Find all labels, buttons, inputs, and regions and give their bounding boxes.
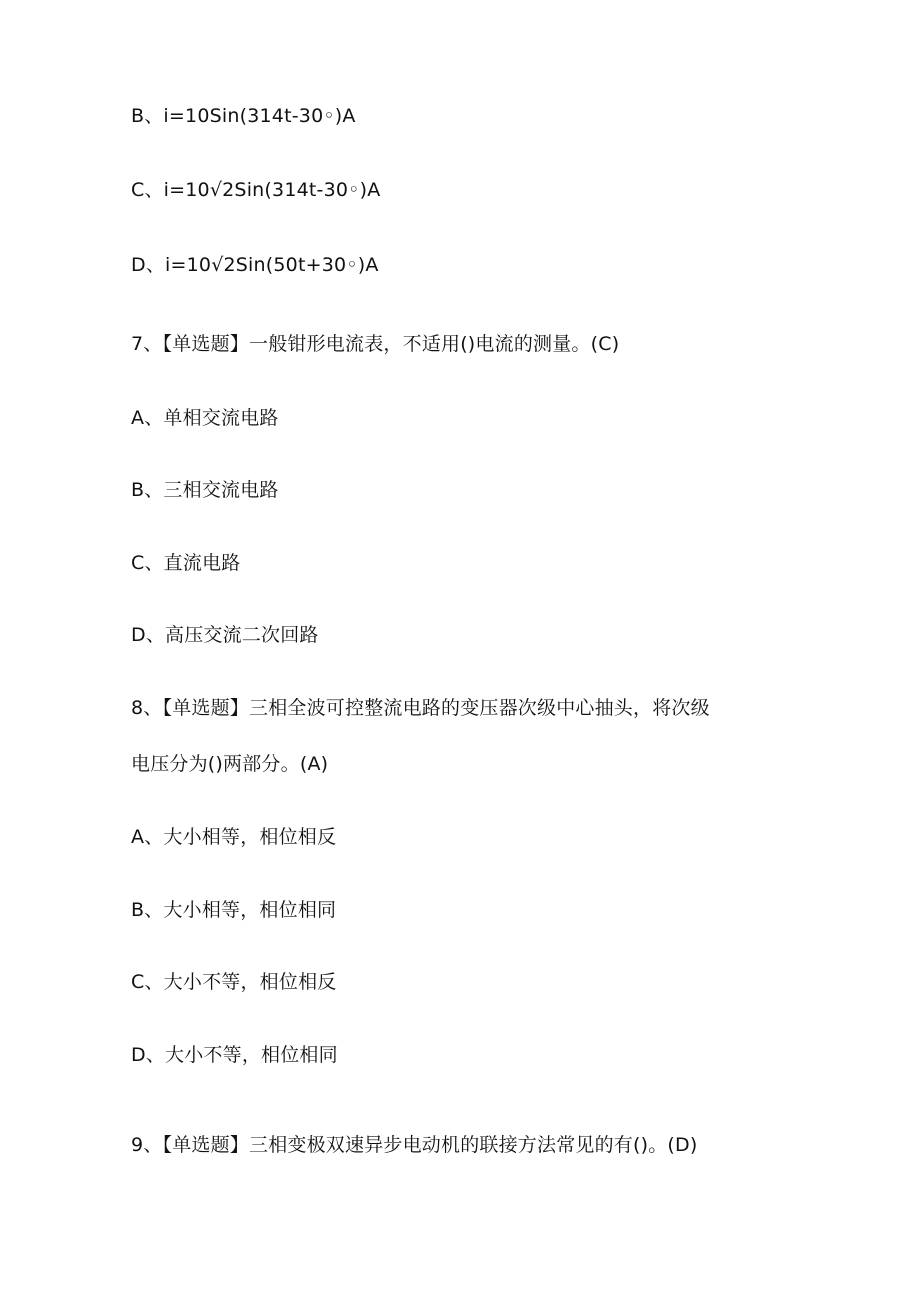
q7-option-a: A、单相交流电路 bbox=[131, 407, 279, 429]
q8-stem-line1: 8、【单选题】三相全波可控整流电路的变压器次级中心抽头，将次级 bbox=[131, 697, 710, 719]
q8-option-c: C、大小不等，相位相反 bbox=[131, 971, 337, 993]
q6-option-d: D、i=10√2Sin(50t+30◦)A bbox=[131, 254, 379, 276]
q8-option-b: B、大小相等，相位相同 bbox=[131, 899, 337, 921]
q6-option-b: B、i=10Sin(314t-30◦)A bbox=[131, 105, 356, 127]
q7-stem: 7、【单选题】一般钳形电流表，不适用()电流的测量。(C) bbox=[131, 333, 620, 355]
q8-option-d: D、大小不等，相位相同 bbox=[131, 1044, 338, 1066]
q7-option-c: C、直流电路 bbox=[131, 552, 241, 574]
q8-option-a: A、大小相等，相位相反 bbox=[131, 826, 337, 848]
q8-stem-line2: 电压分为()两部分。(A) bbox=[131, 753, 329, 775]
q6-option-c: C、i=10√2Sin(314t-30◦)A bbox=[131, 179, 381, 201]
q7-option-b: B、三相交流电路 bbox=[131, 479, 279, 501]
q9-stem: 9、【单选题】三相变极双速异步电动机的联接方法常见的有()。(D) bbox=[131, 1134, 698, 1156]
q7-option-d: D、高压交流二次回路 bbox=[131, 624, 319, 646]
